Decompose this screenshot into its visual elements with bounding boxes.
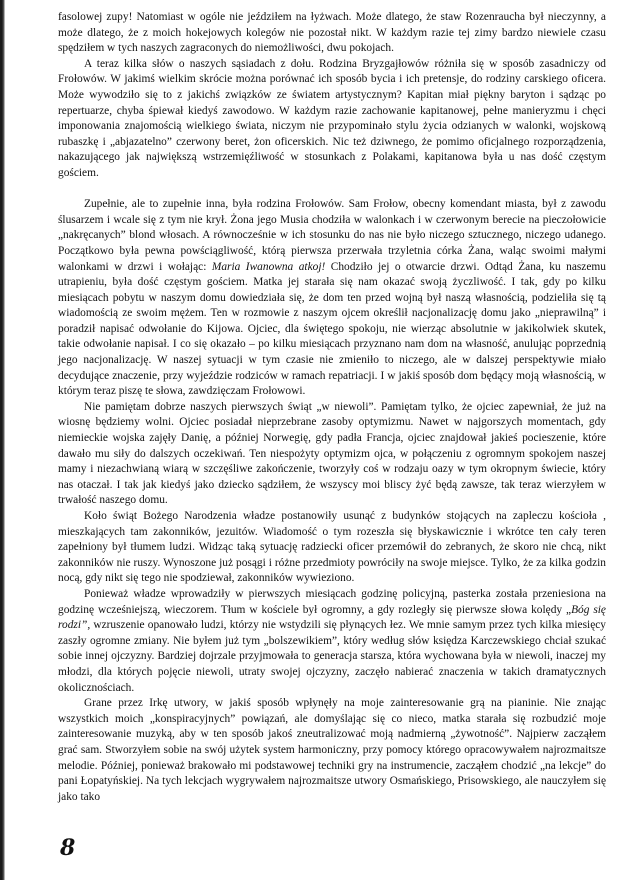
paragraph-christmas-jesuits: Koło świąt Bożego Narodzenia władze postanowiły usunąć z budynków stojących na zapleczu kościoła , mieszkających tam zakonników, jezuitów. Wiadomość o tym rozeszła się błyskawicznie i wkrótce ten cały teren zapełniony był tłumem ludzi. Widząc taką sytuację radziecki oficer przemówił do zebranych, że skoro nie chcą, nikt zakonników nie ruszy. Wynoszone już posągi i różne przedmioty powróciły na swoje miejsce. Tylko, że za kilka godzin nocą, gdy nikt się tego nie spodziewał, zakonników wywieziono.: [58, 510, 606, 585]
paragraph-piano: Grane przez Irkę utwory, w jakiś sposób wpłynęły na moje zainteresowanie grą na pianinie. Nie znając wszystkich moich „konspiracyjnych” powiązań, ale domyślając się co nieco, matka starała się rozbudzić moje zainteresowanie muzyką, aby w ten sposób jakoś zneutralizować moją nadmierną „żywotność”. Najpierw zacząłem grać sam. Stworzyłem sobie na swój użytek system harmoniczny, przy pomocy którego opracowywałem najrozmaitsze melodie. Później, ponieważ brakowało mi podstawowej techniki gry na instrumencie, zacząłem chodzić „na lekcje” do pani Łopatyńskiej. Na tych lekcjach wygrywałem najrozmaitsze utwory Osmańskiego, Prisowskiego, ale nauczyłem się jako tako: [58, 697, 606, 803]
italic-carol-title: Bóg się rodzi”,: [58, 603, 606, 632]
paragraph-spacer: [58, 182, 606, 198]
paragraph-text: Zupełnie, ale to zupełnie inna, była rodzina Frołowów. Sam Frołow, obecny komendant miasta, był z zawodu ślusarzem i wcale się z tym nie krył. Żona jego Musia chodziła w walonkach i w czerwonym berecie na pieczołowicie „nakręcanych” blond włosach. A równocześnie w ich stosunku do nas nie było niczego sztucznego, niczego udanego. Początkowo była pewna powściągliwość, którą pierwsza przerwała trzyletnia córka Żana, waląc swoimi małymi walonkami w drzwi i wołając:: [58, 198, 606, 273]
paragraph-frolow-family: [58, 197, 606, 400]
italic-quote: Maria Iwanowna atkoj!: [211, 260, 326, 273]
paragraph-continuation: fasolowej zupy! Natomiast w ogóle nie jeździłem na łyżwach. Może dlatego, że staw Rozenraucha był nieczynny, a może dlatego, że z moich hokejowych kolegów nie pozostał nikt. W każdym razie tej zimy bardzo niewiele czasu spędziłem w tych naszych zagraconych do niemożliwości, dwu pokojach.: [58, 11, 606, 55]
paragraph-curfew-mass: [58, 587, 606, 696]
scan-edge-shadow: [0, 0, 5, 880]
text-column: [58, 10, 606, 805]
paragraph-text: wzruszenie opanowało ludzi, którzy nie wstydzili się płynących łez. We mnie samym przez tych kilka miesięcy zaszły ogromne zmiany. Nie byłem już tym „bolszewikiem”, który według słów księdza Karczewskiego chciał szukać sobie innej ojczyzny. Bardziej dojrzale przyjmowała to generacja starsza, która wychowana była w niewoli, inaczej my młodzi, dla których pojęcie niewoli, utraty swojej ojczyzny, zaczęło nabierać znaczenia w takich dramatycznych okolicznościach.: [58, 619, 606, 694]
page-number: 8: [60, 835, 76, 861]
paragraph-neighbours: A teraz kilka słów o naszych sąsiadach z dołu. Rodzina Bryzgajłowów różniła się w sposób zasadniczy od Frołowów. W jakimś wielkim skrócie można porównać ich sposób bycia i ich pretensje, do rodziny carskiego oficera. Może wywodziło się to z jakichś związków ze światem artystycznym? Kapitan miał piękny baryton i sądząc po repertuarze, chyba śpiewał kiedyś zawodowo. W każdym razie zachowanie kapitanowej, pełne manieryzmu i chęci imponowania znajomością wielkiego świata, niczym nie przypominało stylu życia odzianych w walonki, wojskową rubaszkę i „abjazatelno” czerwony beret, żon oficerskich. Nic też dziwnego, że pomimo oficjalnego rozporządzenia, nakazującego jak największą wstrzemięźliwość w stosunkach z Polakami, kapitanowa była u nas dość częstym gościem.: [58, 57, 606, 179]
paragraph-first-holidays: Nie pamiętam dobrze naszych pierwszych świąt „w niewoli”. Pamiętam tylko, że ojciec zapewniał, że już na wiosnę będziemy wolni. Ojciec posiadał nieprzebrane zasoby optymizmu. Nawet w najgorszych momentach, gdy niemieckie wojska zajęły Danię, a później Norwegię, gdy padła Francja, ojciec znajdował jakieś pocieszenie, które dawało mu siły do dalszych oczekiwań. Ten niespożyty optymizm ojca, w połączeniu z ogromnym spokojem naszej mamy i niezachwianą wiarą w szczęśliwe zakończenie, tworzyły coś w rodzaju oazy w tym okropnym świecie, który nas otaczał. I tak jak kiedyś jako dziecko sądziłem, że wszyscy moi bliscy żyć będą zawsze, tak teraz wierzyłem w trwałość naszego domu.: [58, 400, 606, 507]
paragraph-text: Ponieważ władze wprowadziły w pierwszych miesiącach godzinę policyjną, pasterka została przeniesiona na godzinę wcześniejszą, wieczorem. Tłum w kościele był ogromny, a gdy rozległy się pierwsze słowa kolędy „: [58, 587, 606, 616]
paragraph-text: Chodziło jej o otwarcie drzwi. Odtąd Żana, ku naszemu utrapieniu, była dość częstym gościem. Matka jej starała się nam okazać swoją życzliwość. I tak, gdy po kilku miesiącach pobytu w naszym domu dowiedziała się, że dom ten przed wojną był naszą własnością, podzieliła się tą wiadomością ze swoim mężem. Ten w rozmowie z naszym ojcem określił nacjonalizację domu jako „nieprawilną” i poradził napisać odwołanie do Kijowa. Ojciec, dla świętego spokoju, nie wierząc absolutnie w jakikolwiek skutek, takie odwołanie napisał. I co się okazało – po kilku miesiącach przyznano nam dom na własność, anulując poprzednią jego nacjonalizację. W naszej sytuacji w tym czasie nie zmieniło to niczego, ale w dalszej perspektywie miało decydujące znaczenie, przy wyjeździe rodziców w ramach repatriacji. I w jakiś sposób dom będący moją własnością, w którym teraz piszę te słowa, zawdzięczam Frołowowi.: [58, 260, 606, 398]
